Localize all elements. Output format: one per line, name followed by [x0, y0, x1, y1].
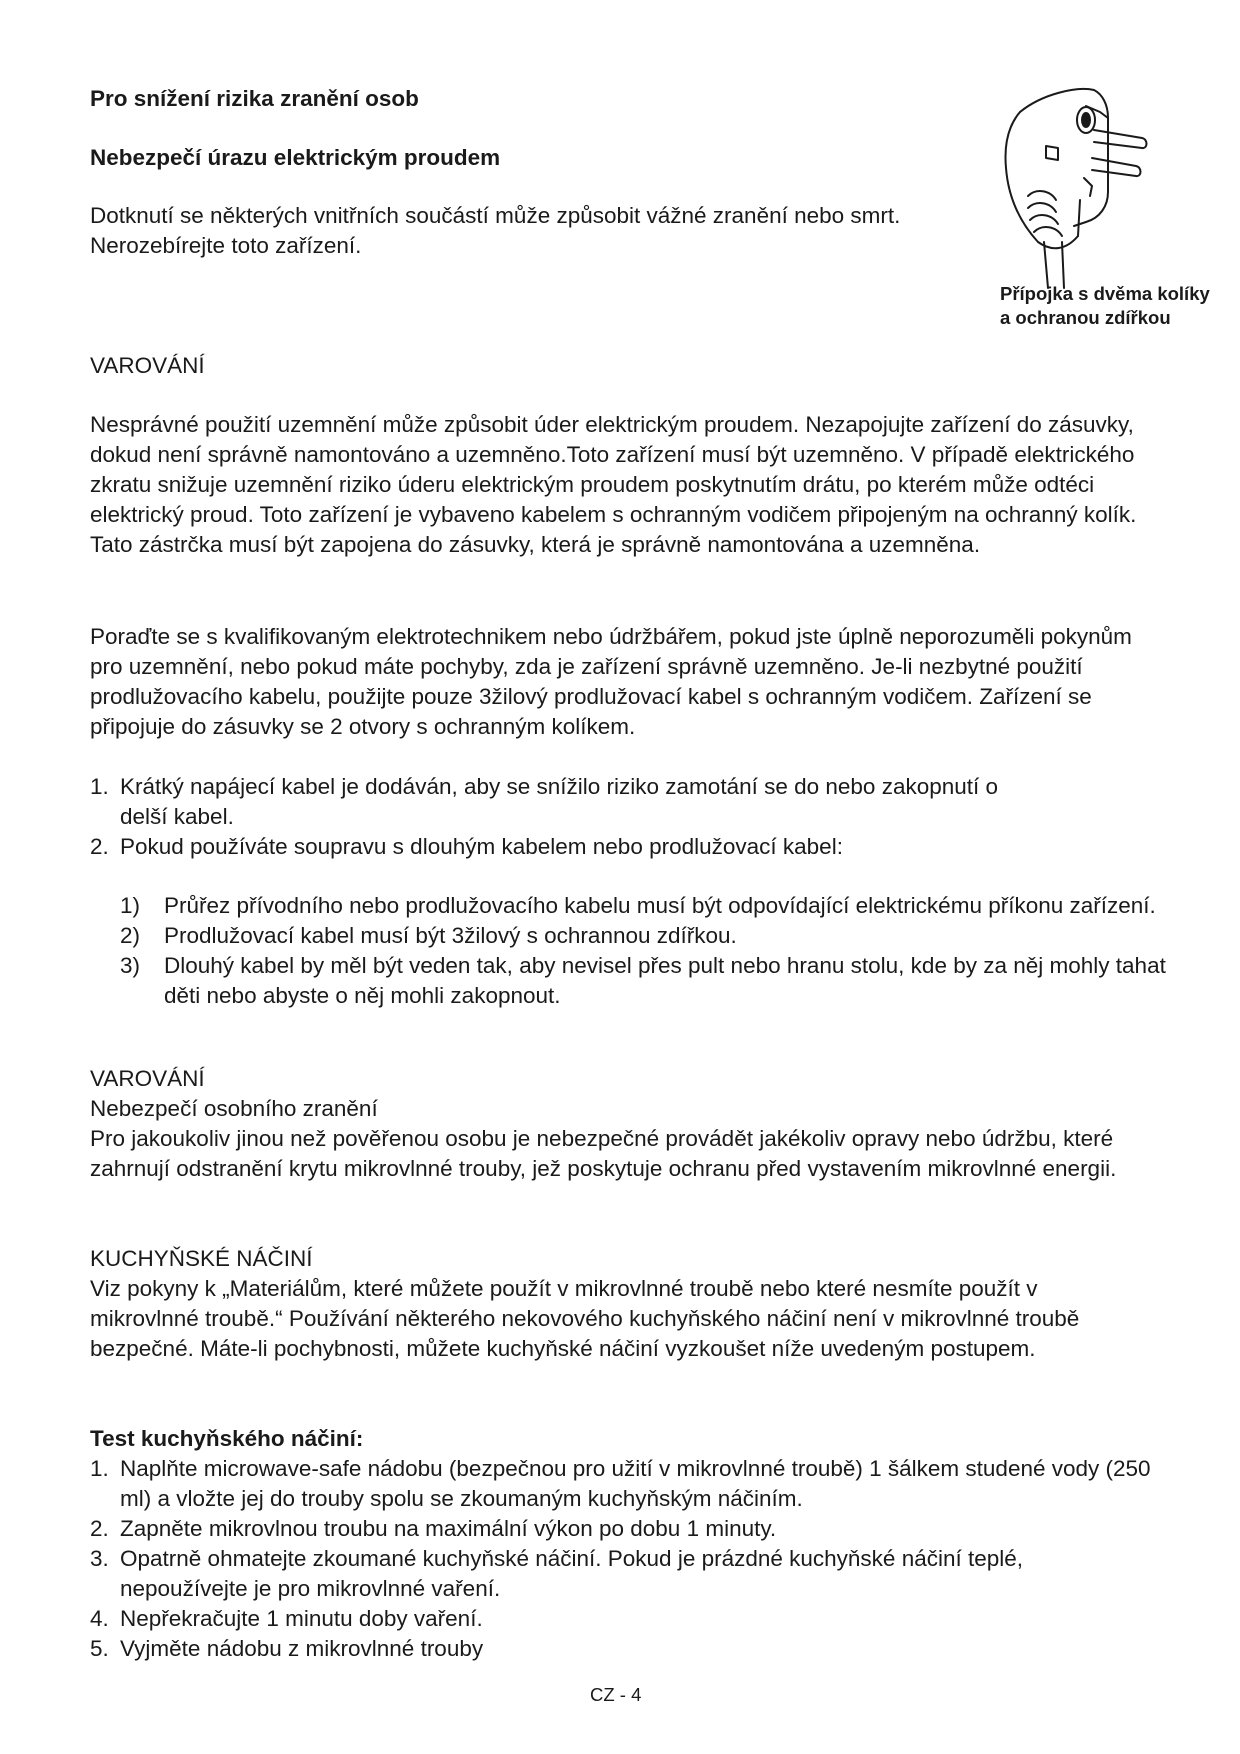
list-item-number: 1) — [120, 893, 141, 918]
cookware-heading: KUCHYŇSKÉ NÁČINÍ — [90, 1246, 313, 1271]
list-item — [90, 1634, 1152, 1664]
list-item-number: 1. — [90, 1456, 109, 1481]
list-item-text: Zapněte mikrovlnou troubu na maximální výkon po dobu 1 minuty. — [120, 1516, 777, 1541]
shock-text: Dotknutí se některých vnitřních součástí může způsobit vážné zranění nebo smrt. Nerozebírejte toto zařízení. — [90, 203, 901, 258]
list-item-number: 4. — [90, 1606, 109, 1631]
test-steps — [90, 1454, 1152, 1664]
list-item — [90, 921, 1090, 951]
plug-figure — [962, 82, 1240, 372]
list-item-text: Dlouhý kabel by měl být veden tak, aby nevisel přes pult nebo hranu stolu, kde by za něj mohly tahat děti nebo abyste o něj mohli zakopnout. — [164, 953, 1166, 1008]
list-item-text: Krátký napájecí kabel je dodáván, aby se snížilo riziko zamotání se do nebo zakopnutí o delší kabel. — [120, 774, 999, 829]
list-item — [90, 1544, 1152, 1604]
warning2-heading: VAROVÁNÍ — [90, 1066, 205, 1091]
list-item — [90, 951, 1194, 1011]
list-item-text: Prodlužovací kabel musí být 3žilový s ochrannou zdířkou. — [164, 923, 737, 948]
list-item — [90, 1514, 1152, 1544]
list-item — [90, 1454, 1152, 1514]
manual-page — [90, 0, 1210, 1754]
list-item-text: Naplňte microwave-safe nádobu (bezpečnou pro užití v mikrovlnné troubě) 1 šálkem studené vody (250 ml) a vložte jej do trouby spolu se zkoumaným kuchyňským náčiním. — [120, 1456, 1151, 1511]
list-item — [90, 772, 1040, 832]
list-item — [90, 891, 1174, 921]
warning2-text: Pro jakoukoliv jinou než pověřenou osobu je nebezpečné provádět jakékoliv opravy nebo údržbu, které zahrnují odstranění krytu mikrovlnné trouby, jež poskytuje ochranu před vystavením mikrovlnné energii. — [90, 1126, 1117, 1181]
cable-list — [90, 772, 1090, 862]
list-item — [90, 832, 1090, 862]
list-item-number: 3. — [90, 1546, 109, 1571]
warning1-paragraph2: Poraďte se s kvalifikovaným elektrotechnikem nebo údržbářem, pokud jste úplně neporozuměli pokynům pro uzemnění, nebo pokud máte pochyby, zda je zařízení správně uzemněno. Je-li nezbytné použití prodlužovacího kabelu, použijte pouze 3žilový prodlužovací kabel s ochranným vodičem. Zařízení se připojuje do zásuvky se 2 otvory s ochranným kolíkem. — [90, 624, 1132, 739]
list-item-text: Vyjměte nádobu z mikrovlnné trouby — [120, 1636, 484, 1661]
list-item-text: Nepřekračujte 1 minutu doby vaření. — [120, 1606, 483, 1631]
list-item-number: 3) — [120, 953, 141, 978]
list-item-number: 1. — [90, 774, 109, 799]
plug-icon — [982, 82, 1182, 292]
plug-caption-line2: a ochranou zdířkou — [1000, 307, 1171, 328]
warning2-subheading: Nebezpečí osobního zranění — [90, 1096, 378, 1121]
list-item-number: 2. — [90, 1516, 109, 1541]
list-item-text: Opatrně ohmatejte zkoumané kuchyňské náčiní. Pokud je prázdné kuchyňské náčiní teplé, nepoužívejte je pro mikrovlnné vaření. — [120, 1546, 1024, 1601]
list-item — [90, 1604, 1152, 1634]
list-item-number: 2) — [120, 923, 141, 948]
list-item-text: Pokud používáte soupravu s dlouhým kabelem nebo prodlužovací kabel: — [120, 834, 843, 859]
warning1-heading: VAROVÁNÍ — [90, 353, 205, 378]
heading-risk: Pro snížení rizika zranění osob — [90, 86, 419, 111]
heading-shock: Nebezpečí úrazu elektrickým proudem — [90, 145, 501, 170]
cable-sublist — [90, 891, 1166, 1011]
list-item-number: 2. — [90, 834, 109, 859]
cookware-text: Viz pokyny k „Materiálům, které můžete použít v mikrovlnné troubě nebo které nesmíte použít v mikrovlnné troubě.“ Používání některého nekovového kuchyňského náčiní není v mikrovlnné troubě bezpečné. Máte-li pochybnosti, můžete kuchyňské náčiní vyzkoušet níže uvedeným postupem. — [90, 1276, 1080, 1361]
list-item-text: Průřez přívodního nebo prodlužovacího kabelu musí být odpovídající elektrickému příkonu zařízení. — [164, 893, 1156, 918]
page-number: CZ - 4 — [590, 1684, 642, 1705]
test-heading: Test kuchyňského náčiní: — [90, 1426, 364, 1451]
list-item-number: 5. — [90, 1636, 109, 1661]
warning1-paragraph1: Nesprávné použití uzemnění může způsobit úder elektrickým proudem. Nezapojujte zařízení do zásuvky, dokud není správně namontováno a uzemněno.Toto zařízení musí být uzemněno. V případě elektrického zkratu snižuje uzemnění riziko úderu elektrickým proudem poskytnutím drátu, po kterém může odtéci elektrický proud. Toto zařízení je vybaveno kabelem s ochranným vodičem připojeným na ochranný kolík. Tato zástrčka musí být zapojena do zásuvky, která je správně namontována a uzemněna. — [90, 412, 1137, 557]
plug-caption-line1: Přípojka s dvěma kolíky — [1000, 283, 1210, 304]
